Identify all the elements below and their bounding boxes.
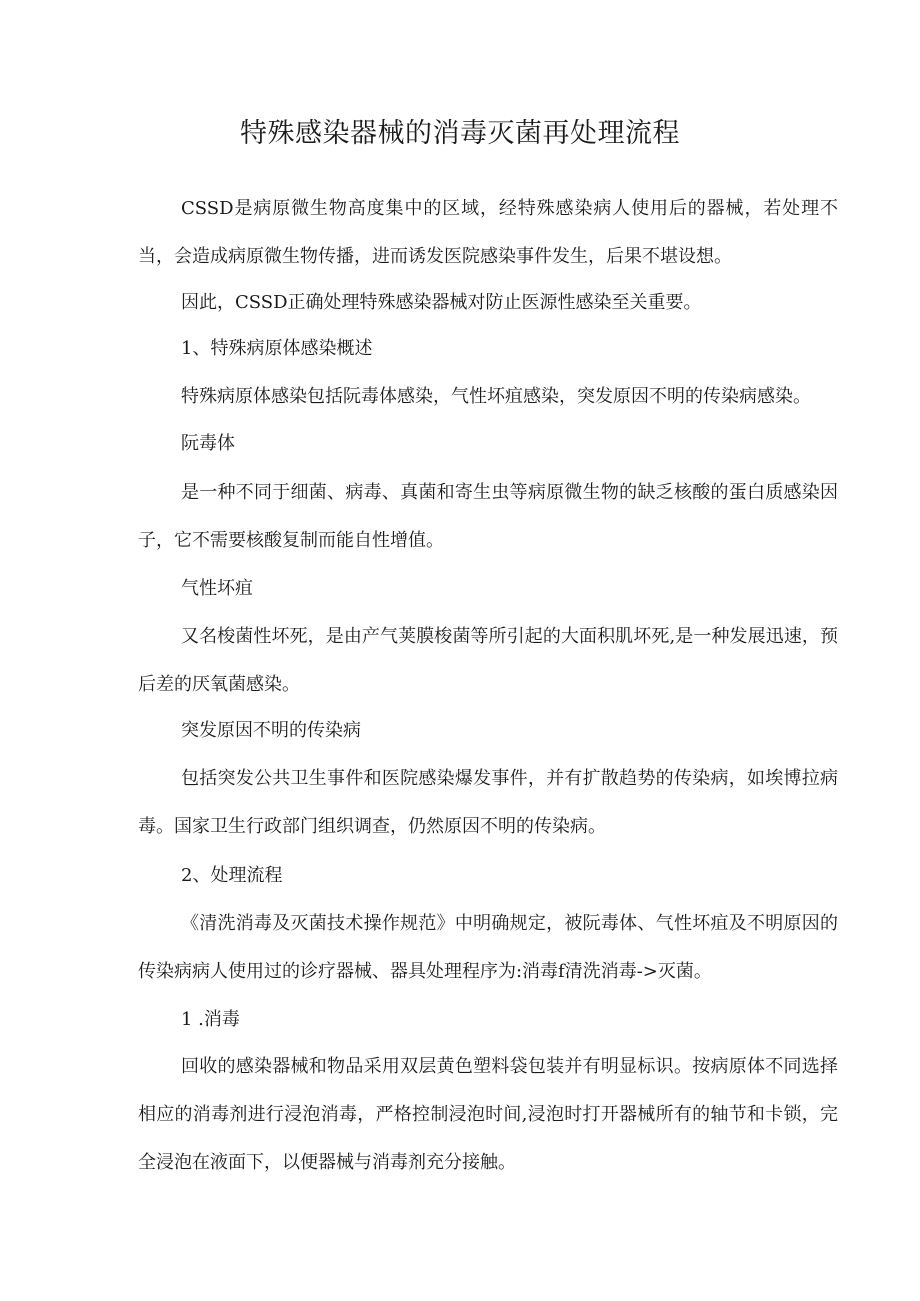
document-title: 特殊感染器械的消毒灭菌再处理流程 — [240, 118, 680, 149]
step-heading-disinfection: 1 .消毒 — [181, 1009, 240, 1030]
paragraph-gas-gangrene: 又名梭菌性坏死，是由产气荚膜梭菌等所引起的大面积肌坏死,是一种发展迅速，预后差的厌氧菌感染。 — [138, 626, 838, 695]
paragraph-cssd-intro: CSSD是病原微生物高度集中的区域，经特殊感染病人使用后的器械，若处理不当，会造成病原微生物传播，进而诱发医院感染事件发生，后果不堪设想。 — [138, 198, 838, 267]
subheading-unknown-disease: 突发原因不明的传染病 — [181, 720, 361, 741]
paragraph-prion: 是一种不同于细菌、病毒、真菌和寄生虫等病原微生物的缺乏核酸的蛋白质感染因子，它不需要核酸复制而能自性增值。 — [138, 482, 838, 551]
paragraph-cssd-importance: 因此，CSSD正确处理特殊感染器械对防止医源性感染至关重要。 — [181, 292, 702, 313]
subheading-gas-gangrene: 气性坏疽 — [181, 578, 253, 599]
paragraph-unknown-disease: 包括突发公共卫生事件和医院感染爆发事件，并有扩散趋势的传染病，如埃博拉病毒。国家卫生行政部门组织调查，仍然原因不明的传染病。 — [138, 768, 838, 837]
paragraph-disinfection: 回收的感染器械和物品采用双层黄色塑料袋包装并有明显标识。按病原体不同选择相应的消毒剂进行浸泡消毒，严格控制浸泡时间,浸泡时打开器械所有的轴节和卡锁，完全浸泡在液面下，以便器械与消毒剂充分接触。 — [138, 1056, 838, 1173]
paragraph-infection-types: 特殊病原体感染包括阮毒体感染，气性坏疽感染，突发原因不明的传染病感染。 — [181, 386, 811, 407]
subheading-prion: 阮毒体 — [181, 433, 235, 454]
section-heading-process: 2、处理流程 — [181, 865, 283, 886]
section-heading-overview: 1、特殊病原体感染概述 — [181, 338, 373, 359]
paragraph-process-rule: 《清洗消毒及灭菌技术操作规范》中明确规定，被阮毒体、气性坏疽及不明原因的传染病病人使用过的诊疗器械、器具处理程序为:消毒f清洗消毒->灭菌。 — [138, 913, 838, 982]
